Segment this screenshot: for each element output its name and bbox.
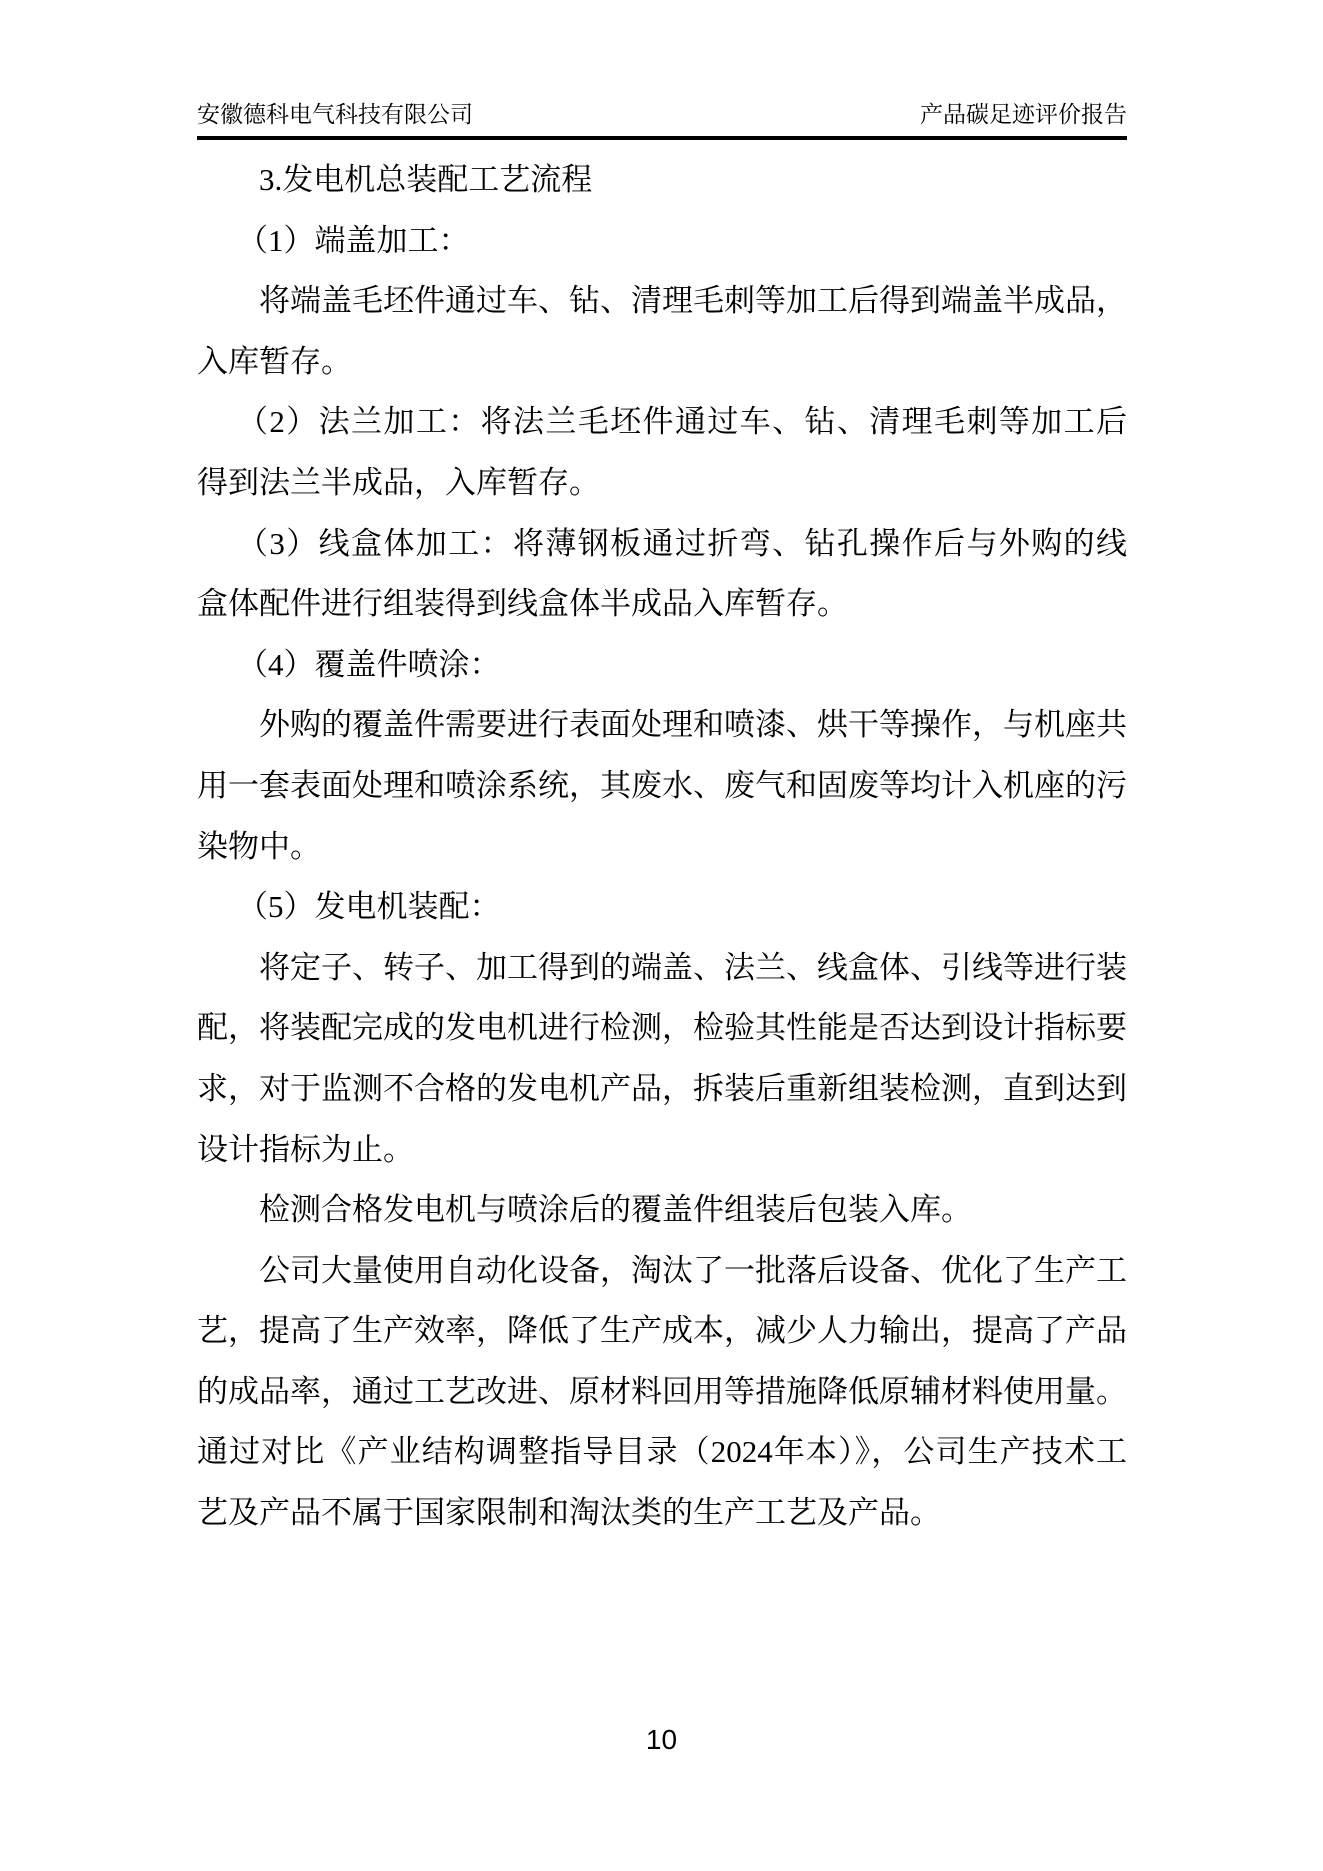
header-report-title: 产品碳足迹评价报告	[920, 102, 1127, 127]
page-header	[197, 99, 1127, 131]
body-line: 通过对比《产业结构调整指导目录（2024年本）》，公司生产技术工	[197, 1434, 1127, 1470]
body-line: 得到法兰半成品，入库暂存。	[197, 464, 600, 500]
body-line: （5）发电机装配：	[237, 889, 501, 925]
body-text	[197, 150, 1127, 1544]
body-line: 染物中。	[197, 828, 321, 864]
body-line: （4）覆盖件喷涂：	[237, 646, 501, 682]
body-line: （3）线盒体加工：将薄钢板通过折弯、钻孔操作后与外购的线	[237, 525, 1127, 561]
body-line: 求，对于监测不合格的发电机产品，拆装后重新组装检测，直到达到	[197, 1070, 1127, 1106]
body-line: 配，将装配完成的发电机进行检测，检验其性能是否达到设计指标要	[197, 1010, 1127, 1046]
body-line: （2）法兰加工：将法兰毛坯件通过车、钻、清理毛刺等加工后	[237, 404, 1127, 440]
body-line: 外购的覆盖件需要进行表面处理和喷漆、烘干等操作，与机座共	[259, 707, 1127, 743]
body-line: 艺，提高了生产效率，降低了生产成本，减少人力输出，提高了产品	[197, 1313, 1127, 1349]
page-number: 10	[645, 1724, 678, 1755]
body-line: 将定子、转子、加工得到的端盖、法兰、线盒体、引线等进行装	[259, 949, 1127, 985]
body-line: 公司大量使用自动化设备，淘汰了一批落后设备、优化了生产工	[259, 1252, 1127, 1288]
body-line: 3.发电机总装配工艺流程	[259, 162, 593, 197]
body-line: （1）端盖加工：	[237, 222, 470, 258]
body-line: 设计指标为止。	[197, 1131, 414, 1167]
body-line: 艺及产品不属于国家限制和淘汰类的生产工艺及产品。	[197, 1495, 941, 1531]
body-line: 入库暂存。	[197, 343, 352, 379]
body-line: 将端盖毛坯件通过车、钻、清理毛刺等加工后得到端盖半成品，	[259, 283, 1127, 319]
body-line: 的成品率，通过工艺改进、原材料回用等措施降低原辅材料使用量。	[197, 1373, 1127, 1409]
header-company-name: 安徽德科电气科技有限公司	[197, 102, 473, 127]
body-line: 盒体配件进行组装得到线盒体半成品入库暂存。	[197, 586, 848, 622]
body-line: 用一套表面处理和喷涂系统，其废水、废气和固废等均计入机座的污	[197, 767, 1127, 803]
header-rule	[197, 136, 1127, 140]
body-line: 检测合格发电机与喷涂后的覆盖件组装后包装入库。	[259, 1192, 972, 1228]
